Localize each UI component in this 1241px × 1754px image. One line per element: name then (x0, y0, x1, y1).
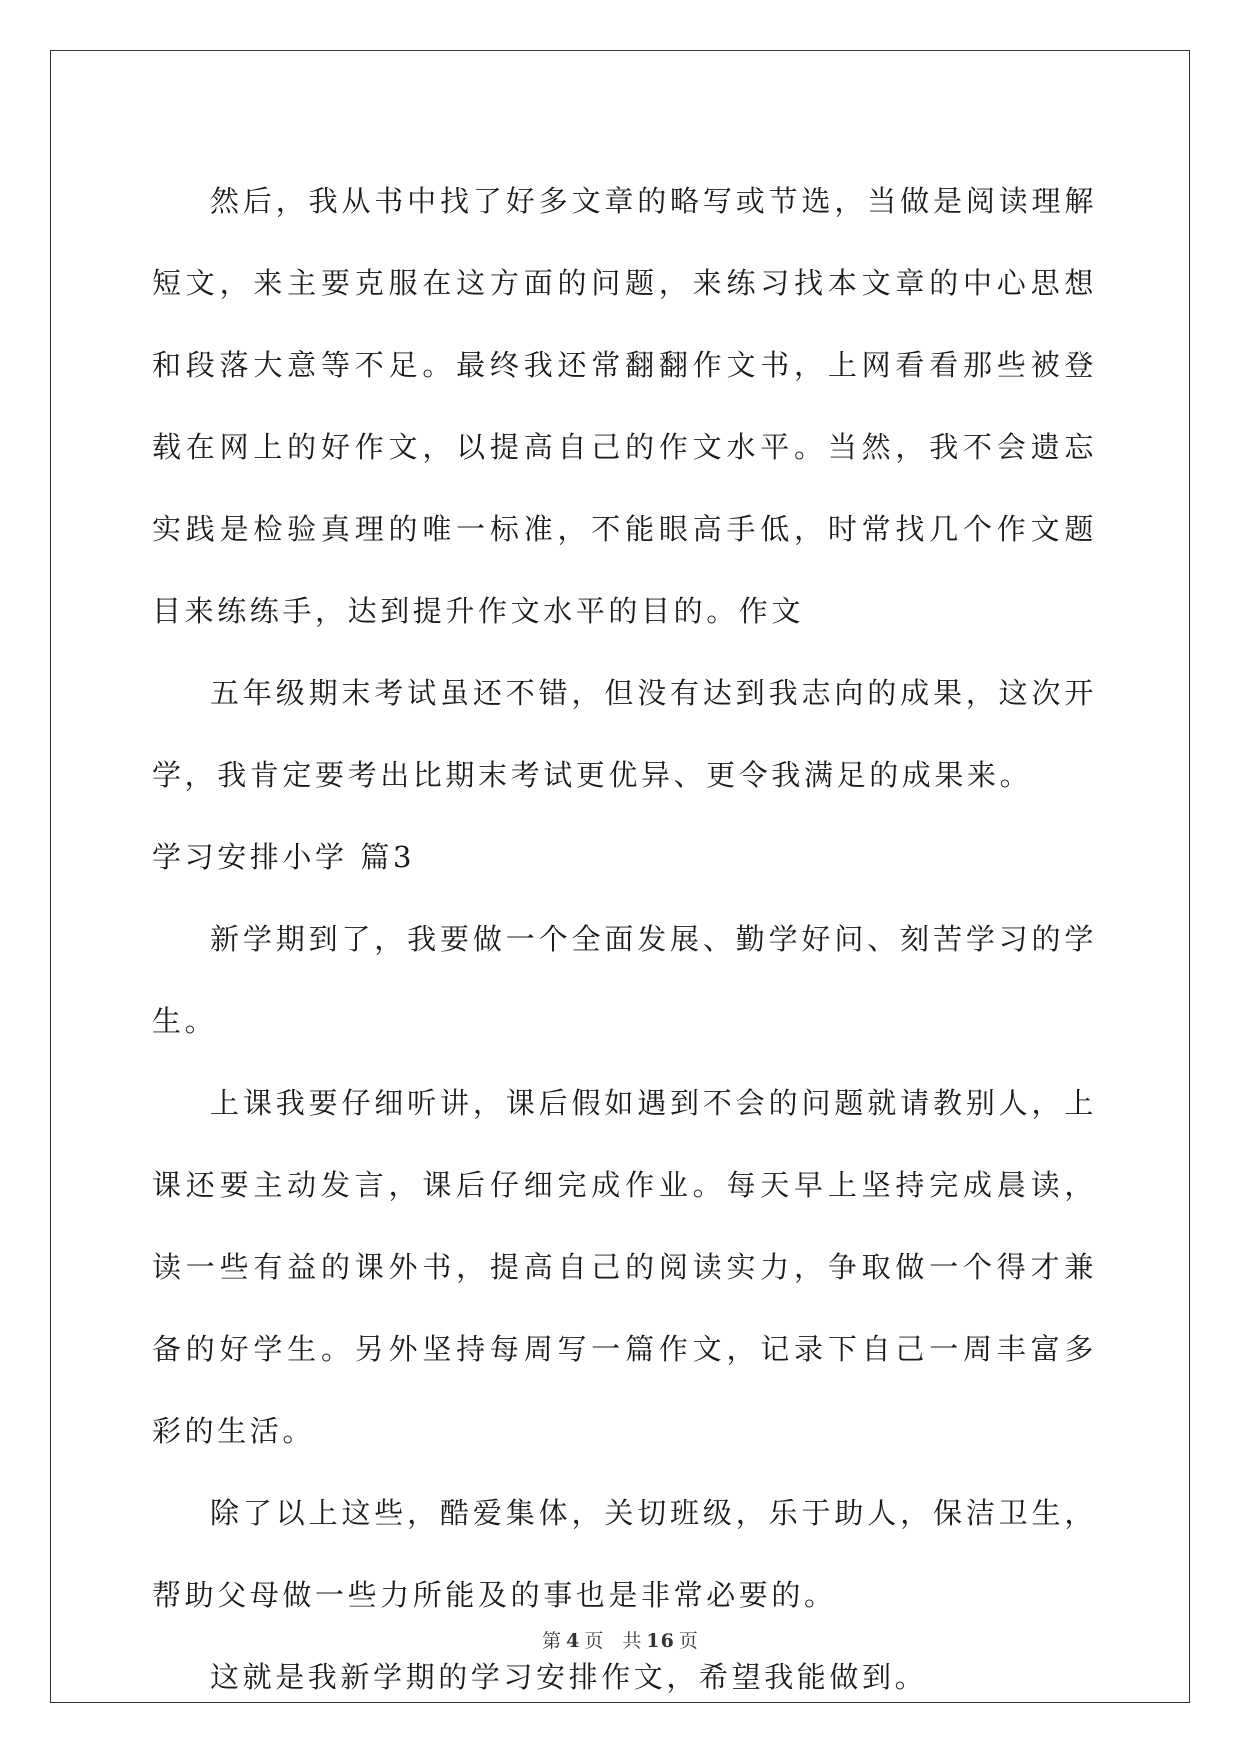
footer-prefix: 第 (542, 1630, 563, 1652)
section-heading: 学习安排小学 篇3 (152, 840, 416, 874)
page-number: 4 (566, 1630, 581, 1652)
paragraph-5: 除了以上这些，酷爱集体，关切班级，乐于助人，保洁卫生，帮助父母做一些力所能及的事也是非常必要的。 (152, 1496, 1097, 1612)
paragraph-3: 新学期到了，我要做一个全面发展、勤学好问、刻苦学习的学生。 (152, 922, 1097, 1038)
total-prefix: 共 (622, 1630, 643, 1652)
paragraph-4: 上课我要仔细听讲，课后假如遇到不会的问题就请教别人，上课还要主动发言，课后仔细完成作业。每天早上坚持完成晨读，读一些有益的课外书，提高自己的阅读实力，争取做一个得才兼备的好学生。另外坚持每周写一篇作文，记录下自己一周丰富多彩的生活。 (152, 1086, 1097, 1448)
paragraph-1: 然后，我从书中找了好多文章的略写或节选，当做是阅读理解短文，来主要克服在这方面的问题，来练习找本文章的中心思想和段落大意等不足。最终我还常翻翻作文书，上网看看那些被登载在网上的好作文，以提高自己的作文水平。当然，我不会遗忘实践是检验真理的唯一标准，不能眼高手低，时常找几个作文题目来练练手，达到提升作文水平的目的。作文 (152, 184, 1097, 628)
document-body (152, 160, 1097, 1718)
total-pages: 16 (646, 1630, 675, 1652)
page-footer (0, 1626, 1241, 1653)
paragraph-6: 这就是我新学期的学习安排作文，希望我能做到。 (210, 1660, 928, 1694)
page-unit: 页 (584, 1630, 605, 1652)
total-unit: 页 (678, 1630, 699, 1652)
paragraph-2: 五年级期末考试虽还不错，但没有达到我志向的成果，这次开学，我肯定要考出比期末考试更优异、更令我满足的成果来。 (152, 676, 1097, 792)
